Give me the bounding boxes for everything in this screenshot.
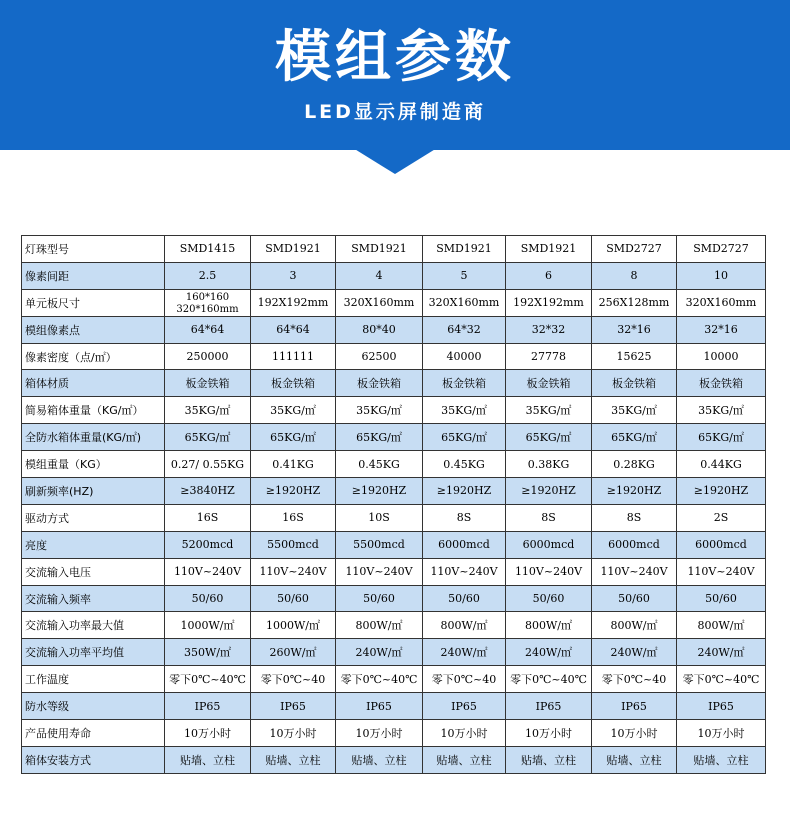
table-cell: 250000 (165, 343, 251, 370)
table-row (22, 343, 766, 370)
table-cell: 16S (165, 504, 251, 531)
table-cell: 64*64 (251, 316, 336, 343)
table-cell: 16S (251, 504, 336, 531)
table-cell: SMD1921 (251, 236, 336, 263)
table-cell: 0.45KG (336, 451, 423, 478)
table-cell: 8S (423, 504, 506, 531)
table-cell: 240W/㎡ (592, 639, 677, 666)
table-cell: 800W/㎡ (423, 612, 506, 639)
row-label: 像素密度（点/㎡） (22, 343, 165, 370)
table-cell: 2S (677, 504, 766, 531)
table-cell: 3 (251, 262, 336, 289)
row-label: 驱动方式 (22, 504, 165, 531)
table-cell: SMD1921 (423, 236, 506, 263)
table-cell: 110V~240V (506, 558, 592, 585)
table-row (22, 639, 766, 666)
table-cell: 800W/㎡ (592, 612, 677, 639)
table-cell: 240W/㎡ (423, 639, 506, 666)
table-cell: 35KG/㎡ (677, 397, 766, 424)
table-cell: ≥1920HZ (506, 478, 592, 505)
table-cell: 800W/㎡ (336, 612, 423, 639)
table-cell: ≥1920HZ (251, 478, 336, 505)
table-cell: 零下0℃~40℃ (165, 666, 251, 693)
table-cell: 零下0℃~40 (423, 666, 506, 693)
table-cell: 零下0℃~40 (592, 666, 677, 693)
table-cell: 10000 (677, 343, 766, 370)
table-cell: 贴墙、立柱 (677, 746, 766, 773)
table-cell: 零下0℃~40℃ (677, 666, 766, 693)
table-row (22, 504, 766, 531)
table-cell: 6000mcd (506, 531, 592, 558)
table-cell: 2.5 (165, 262, 251, 289)
table-cell: 32*16 (592, 316, 677, 343)
table-cell: 零下0℃~40℃ (506, 666, 592, 693)
table-cell: 6000mcd (592, 531, 677, 558)
table-cell: ≥3840HZ (165, 478, 251, 505)
table-cell: IP65 (677, 693, 766, 720)
table-cell: 5500mcd (336, 531, 423, 558)
table-cell: 6000mcd (423, 531, 506, 558)
table-row (22, 478, 766, 505)
table-cell: 350W/㎡ (165, 639, 251, 666)
row-label: 防水等级 (22, 693, 165, 720)
table-cell: 8 (592, 262, 677, 289)
table-cell: 64*32 (423, 316, 506, 343)
table-cell: 贴墙、立柱 (506, 746, 592, 773)
table-cell: 板金铁箱 (165, 370, 251, 397)
table-cell: 32*32 (506, 316, 592, 343)
table-cell: 板金铁箱 (423, 370, 506, 397)
table-row (22, 397, 766, 424)
table-cell: 110V~240V (165, 558, 251, 585)
row-label: 亮度 (22, 531, 165, 558)
table-cell: 800W/㎡ (677, 612, 766, 639)
table-cell: 320X160mm (423, 289, 506, 316)
table-cell: 32*16 (677, 316, 766, 343)
table-cell: 0.44KG (677, 451, 766, 478)
table-cell: 0.28KG (592, 451, 677, 478)
table-row (22, 289, 766, 316)
table-cell: 110V~240V (592, 558, 677, 585)
row-label: 简易箱体重量（KG/㎡） (22, 397, 165, 424)
table-cell: 320X160mm (336, 289, 423, 316)
table-cell: 贴墙、立柱 (165, 746, 251, 773)
table-cell: 10 (677, 262, 766, 289)
table-cell: 110V~240V (251, 558, 336, 585)
table-cell: 10S (336, 504, 423, 531)
table-cell: IP65 (506, 693, 592, 720)
table-row (22, 424, 766, 451)
table-cell: 62500 (336, 343, 423, 370)
row-label: 交流输入功率平均值 (22, 639, 165, 666)
page-subtitle: LED显示屏制造商 (304, 101, 486, 123)
table-cell: 1000W/㎡ (251, 612, 336, 639)
table-cell: 80*40 (336, 316, 423, 343)
table-cell: 110V~240V (423, 558, 506, 585)
row-label: 产品使用寿命 (22, 720, 165, 747)
table-cell: IP65 (423, 693, 506, 720)
table-cell: 35KG/㎡ (592, 397, 677, 424)
header-banner (0, 0, 790, 150)
table-cell: 64*64 (165, 316, 251, 343)
table-cell: 35KG/㎡ (165, 397, 251, 424)
table-row (22, 262, 766, 289)
table-cell: 65KG/㎡ (336, 424, 423, 451)
table-cell: 板金铁箱 (336, 370, 423, 397)
table-cell: 50/60 (592, 585, 677, 612)
banner-pointer (353, 148, 437, 174)
table-cell: 240W/㎡ (336, 639, 423, 666)
table-cell: 65KG/㎡ (251, 424, 336, 451)
table-cell: 0.41KG (251, 451, 336, 478)
table-cell: 零下0℃~40℃ (336, 666, 423, 693)
table-cell: 5500mcd (251, 531, 336, 558)
table-row (22, 558, 766, 585)
table-cell: 240W/㎡ (506, 639, 592, 666)
row-label: 交流输入频率 (22, 585, 165, 612)
table-cell: 65KG/㎡ (592, 424, 677, 451)
table-cell: 10万小时 (423, 720, 506, 747)
row-label: 单元板尺寸 (22, 289, 165, 316)
table-cell: 65KG/㎡ (165, 424, 251, 451)
table-cell: 板金铁箱 (251, 370, 336, 397)
table-cell: 板金铁箱 (506, 370, 592, 397)
table-cell: 50/60 (506, 585, 592, 612)
table-cell: 10万小时 (251, 720, 336, 747)
table-cell: 6 (506, 262, 592, 289)
spec-table (21, 235, 766, 774)
table-row (22, 531, 766, 558)
table-cell: 板金铁箱 (592, 370, 677, 397)
table-cell: 50/60 (251, 585, 336, 612)
table-cell: 5200mcd (165, 531, 251, 558)
row-label: 模组像素点 (22, 316, 165, 343)
table-row (22, 746, 766, 773)
table-cell: ≥1920HZ (677, 478, 766, 505)
spec-table-body (22, 236, 766, 774)
table-cell: 35KG/㎡ (251, 397, 336, 424)
table-cell: 27778 (506, 343, 592, 370)
table-cell: 40000 (423, 343, 506, 370)
table-cell: 50/60 (677, 585, 766, 612)
table-cell: 8S (592, 504, 677, 531)
table-cell: 50/60 (336, 585, 423, 612)
table-cell: IP65 (251, 693, 336, 720)
row-label: 箱体材质 (22, 370, 165, 397)
table-cell: 10万小时 (677, 720, 766, 747)
table-cell: SMD2727 (592, 236, 677, 263)
table-cell: 65KG/㎡ (506, 424, 592, 451)
table-cell: 10万小时 (506, 720, 592, 747)
table-cell: 110V~240V (677, 558, 766, 585)
table-cell: 15625 (592, 343, 677, 370)
table-cell: 1000W/㎡ (165, 612, 251, 639)
table-cell: 65KG/㎡ (677, 424, 766, 451)
table-cell: ≥1920HZ (423, 478, 506, 505)
table-row (22, 316, 766, 343)
page-title: 模组参数 (275, 25, 515, 90)
table-cell: 0.38KG (506, 451, 592, 478)
table-cell: 800W/㎡ (506, 612, 592, 639)
table-cell: 贴墙、立柱 (423, 746, 506, 773)
table-cell: IP65 (592, 693, 677, 720)
table-cell: 192X192mm (251, 289, 336, 316)
table-row (22, 236, 766, 263)
table-cell: 板金铁箱 (677, 370, 766, 397)
table-cell: 10万小时 (592, 720, 677, 747)
table-cell: 35KG/㎡ (506, 397, 592, 424)
table-cell: ≥1920HZ (336, 478, 423, 505)
table-cell: 贴墙、立柱 (592, 746, 677, 773)
row-label: 灯珠型号 (22, 236, 165, 263)
table-row (22, 451, 766, 478)
row-label: 模组重量（KG） (22, 451, 165, 478)
table-cell: 110V~240V (336, 558, 423, 585)
table-row (22, 666, 766, 693)
table-cell: SMD1921 (506, 236, 592, 263)
table-cell: 240W/㎡ (677, 639, 766, 666)
table-cell: 35KG/㎡ (336, 397, 423, 424)
table-cell: SMD2727 (677, 236, 766, 263)
row-label: 像素间距 (22, 262, 165, 289)
table-row (22, 693, 766, 720)
row-label: 箱体安装方式 (22, 746, 165, 773)
table-cell: 256X128mm (592, 289, 677, 316)
table-cell: 零下0℃~40 (251, 666, 336, 693)
table-cell: 5 (423, 262, 506, 289)
table-cell: ≥1920HZ (592, 478, 677, 505)
row-label: 全防水箱体重量(KG/㎡) (22, 424, 165, 451)
table-cell: 50/60 (165, 585, 251, 612)
table-cell: IP65 (336, 693, 423, 720)
table-cell: 8S (506, 504, 592, 531)
table-cell: 35KG/㎡ (423, 397, 506, 424)
table-cell: 10万小时 (336, 720, 423, 747)
table-row (22, 370, 766, 397)
table-cell: 50/60 (423, 585, 506, 612)
table-cell: 65KG/㎡ (423, 424, 506, 451)
row-label: 交流输入功率最大值 (22, 612, 165, 639)
table-row (22, 585, 766, 612)
table-cell: 10万小时 (165, 720, 251, 747)
table-cell: 160*160 320*160mm (165, 289, 251, 316)
row-label: 交流输入电压 (22, 558, 165, 585)
table-cell: SMD1415 (165, 236, 251, 263)
table-cell: 192X192mm (506, 289, 592, 316)
table-cell: IP65 (165, 693, 251, 720)
table-cell: 111111 (251, 343, 336, 370)
table-cell: 贴墙、立柱 (336, 746, 423, 773)
table-cell: 260W/㎡ (251, 639, 336, 666)
table-row (22, 720, 766, 747)
table-cell: 4 (336, 262, 423, 289)
row-label: 刷新频率(HZ) (22, 478, 165, 505)
row-label: 工作温度 (22, 666, 165, 693)
table-cell: 320X160mm (677, 289, 766, 316)
table-cell: 贴墙、立柱 (251, 746, 336, 773)
table-row (22, 612, 766, 639)
table-cell: 6000mcd (677, 531, 766, 558)
table-cell: 0.45KG (423, 451, 506, 478)
table-cell: 0.27/ 0.55KG (165, 451, 251, 478)
table-cell: SMD1921 (336, 236, 423, 263)
